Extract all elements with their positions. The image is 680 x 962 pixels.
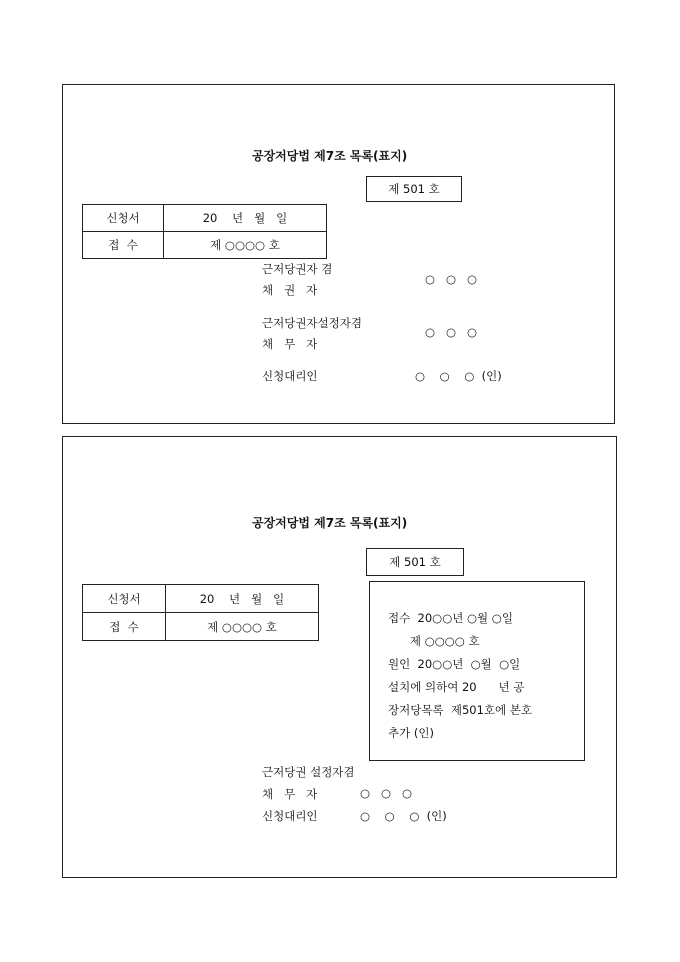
cover-1-agent-name: ○ ○ ○ (인) bbox=[415, 369, 502, 383]
cover-2-number: 제 501 호 bbox=[389, 555, 441, 569]
cover-2-agent-name: ○ ○ ○ (인) bbox=[360, 809, 447, 823]
note-line: 장저당목록 제501호에 본호 bbox=[388, 703, 533, 717]
cover-2-number-box bbox=[366, 548, 464, 576]
cover-1-mortgagee-label-2: 채 권 자 bbox=[262, 283, 318, 297]
cover-1-mortgagor-label-2: 채 무 자 bbox=[262, 337, 318, 351]
cover-2-title: 공장저당법 제7조 목록(표지) bbox=[252, 516, 408, 530]
receipt-label: 접 수 bbox=[83, 613, 166, 641]
note-line: 설치에 의하여 20 년 공 bbox=[388, 680, 525, 694]
cover-2-mortgagor-name: ○ ○ ○ bbox=[360, 786, 413, 800]
cover-2-addition-note-box bbox=[369, 581, 585, 761]
receipt-number: 제 ○○○○ 호 bbox=[164, 232, 327, 259]
cover-1-mortgagor-name: ○ ○ ○ bbox=[425, 325, 478, 339]
cover-2-mortgagor-label-2: 채 무 자 bbox=[262, 787, 318, 801]
cover-2-agent-label: 신청대리인 bbox=[262, 809, 318, 823]
cover-1-mortgagor-label-1: 근저당권자설정자겸 bbox=[262, 316, 362, 330]
application-label: 신청서 bbox=[83, 585, 166, 613]
application-date: 20 년 월 일 bbox=[166, 585, 319, 613]
cover-1-title: 공장저당법 제7조 목록(표지) bbox=[252, 149, 408, 163]
cover-1-number: 제 501 호 bbox=[388, 182, 440, 196]
receipt-number: 제 ○○○○ 호 bbox=[166, 613, 319, 641]
application-label: 신청서 bbox=[83, 205, 164, 232]
cover-1-registration-table bbox=[82, 204, 327, 259]
note-line: 접수 20○○년 ○월 ○일 bbox=[388, 611, 513, 625]
note-line: 추가 (인) bbox=[388, 726, 434, 740]
cover-1-mortgagee-label-1: 근저당권자 겸 bbox=[262, 262, 333, 276]
cover-2-registration-table bbox=[82, 584, 319, 641]
note-line: 원인 20○○년 ○월 ○일 bbox=[388, 657, 521, 671]
cover-1-mortgagee-name: ○ ○ ○ bbox=[425, 272, 478, 286]
cover-1-agent-label: 신청대리인 bbox=[262, 369, 318, 383]
note-line: 제 ○○○○ 호 bbox=[388, 634, 480, 648]
cover-1-number-box bbox=[366, 176, 462, 202]
receipt-label: 접 수 bbox=[83, 232, 164, 259]
cover-2-mortgagor-label-1: 근저당권 설정자겸 bbox=[262, 765, 355, 779]
application-date: 20 년 월 일 bbox=[164, 205, 327, 232]
